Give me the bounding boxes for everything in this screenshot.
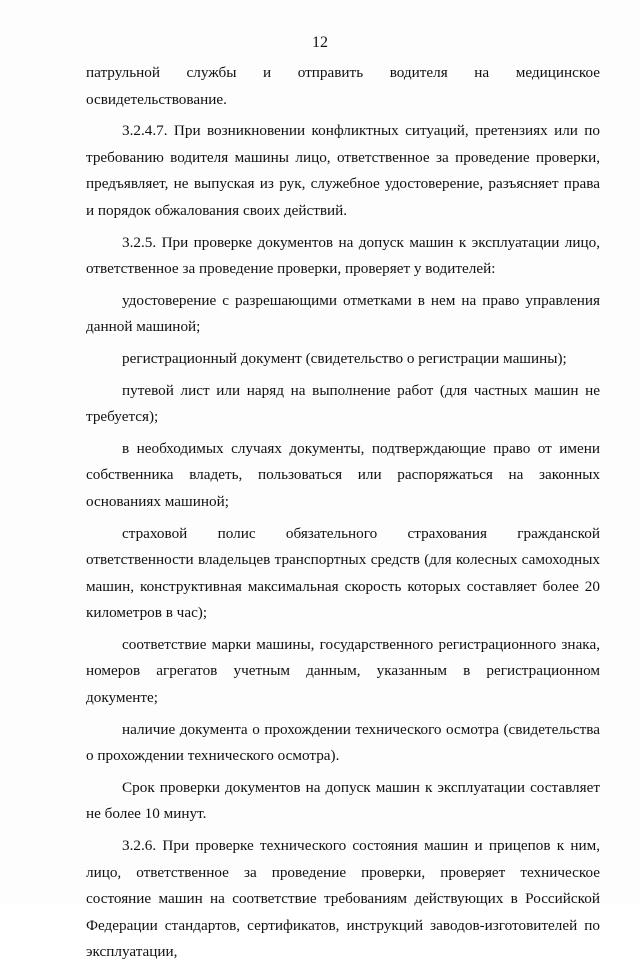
paragraph-3-2-5: 3.2.5. При проверке документов на допуск машин к эксплуатации лицо, ответственное за проведение проверки, проверяет у водителей: — [86, 233, 600, 278]
paragraph-3-2-4-7: 3.2.4.7. При возникновении конфликтных ситуаций, претензиях или по требованию водителя машины лицо, ответственное за проведение проверки, предъявляет, не выпуская из рук, служебное удостоверение, разъясняет права и порядок обжалования своих действий. — [86, 122, 600, 219]
list-item-ownership-documents: в необходимых случаях документы, подтверждающие право от имени собственника владеть, пользоваться или распоряжаться на законных основаниях машиной; — [86, 439, 600, 510]
list-item-technical-inspection: наличие документа о прохождении технического осмотра (свидетельства о прохождении технического осмотра). — [86, 720, 600, 765]
page-number: 12 — [312, 34, 328, 51]
list-item-registration-document: регистрационный документ (свидетельство о регистрации машины); — [122, 349, 567, 367]
list-item-insurance-policy: страховой полис обязательного страхования гражданской ответственности владельцев транспортных средств (для колесных самоходных машин, конструктивная максимальная скорость которых составляет более 20 километров в час); — [86, 524, 600, 622]
list-item-driving-license: удостоверение с разрешающими отметками в нем на право управления данной машиной; — [86, 291, 600, 336]
paragraph-3-2-6: 3.2.6. При проверке технического состояния машин и прицепов к ним, лицо, ответственное за проведение проверки, проверяет техническое состояние машин на соответствие требованиям действующих в Российской Федерации стандартов, сертификатов, инструкций заводов-изготовителей по эксплуатации, — [86, 837, 600, 961]
paragraph-continuation: патрульной службы и отправить водителя на медицинское освидетельствование. — [86, 64, 600, 108]
paragraph-check-duration: Срок проверки документов на допуск машин к эксплуатации составляет не более 10 минут. — [86, 778, 600, 823]
document-body — [86, 60, 600, 971]
list-item-waybill: путевой лист или наряд на выполнение работ (для частных машин не требуется); — [86, 381, 600, 426]
list-item-registration-match: соответствие марки машины, государственного регистрационного знака, номеров агрегатов учетным данным, указанным в регистрационном документе; — [86, 635, 600, 707]
